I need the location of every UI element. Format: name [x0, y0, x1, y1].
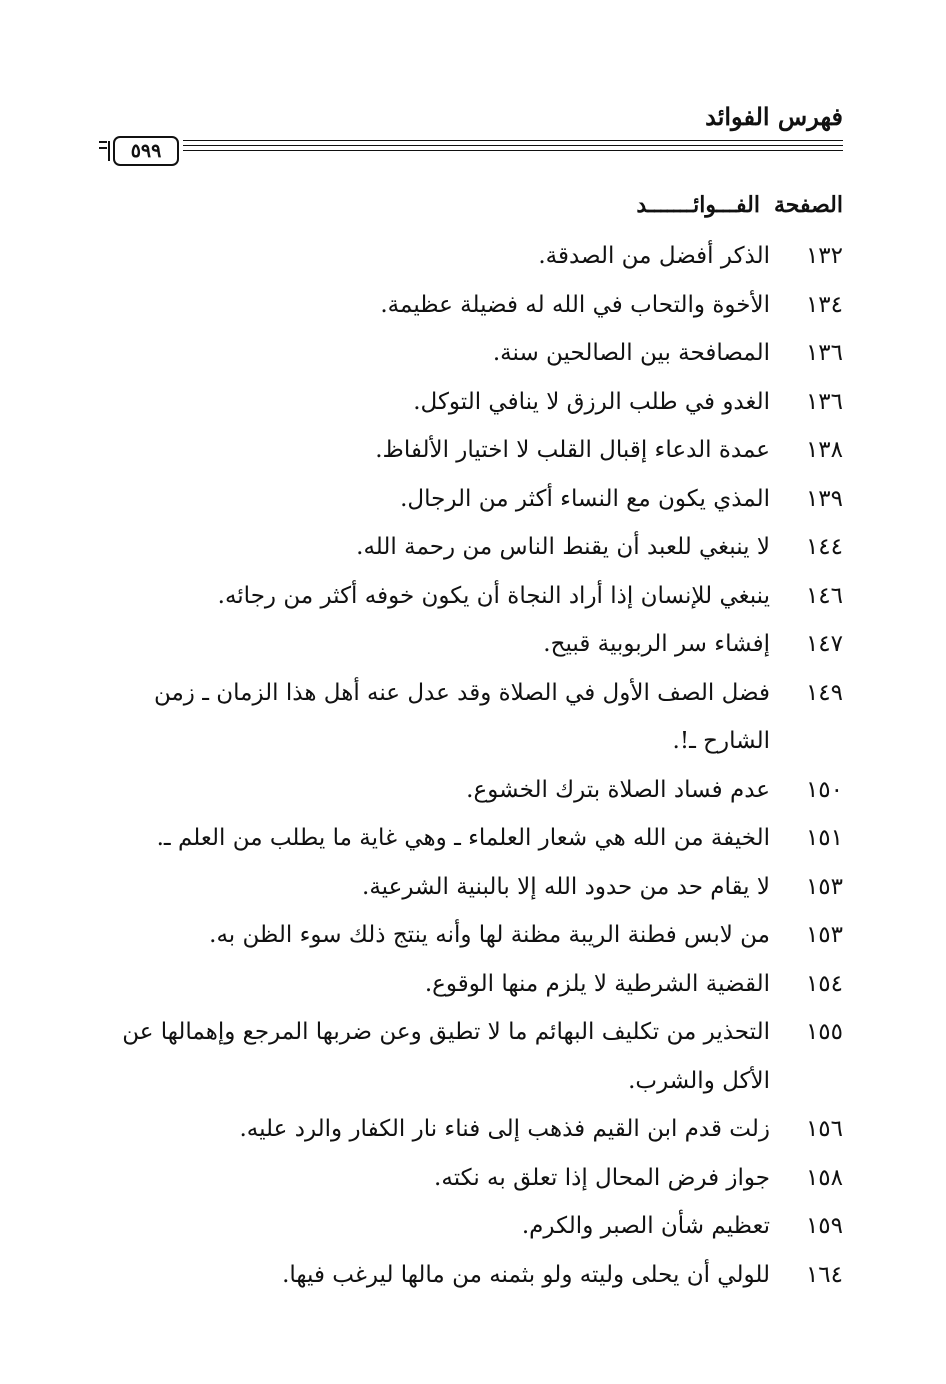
decorative-double-dash [99, 141, 107, 149]
entry-text: التحذير من تكليف البهائم ما لا تطيق وعن ضربها المرجع وإهمالها عن الأكل والشرب. [122, 1019, 770, 1094]
index-entry [98, 1008, 843, 1105]
entry-page-number: ١٥٩ [805, 1213, 843, 1239]
entry-text: المذي يكون مع النساء أكثر من الرجال. [400, 485, 770, 512]
entry-page-number: ١٥٤ [805, 970, 843, 997]
index-entry [98, 814, 843, 863]
entry-page-number: ١٤٦ [805, 582, 843, 609]
index-entry [98, 1251, 843, 1300]
entry-text: ينبغي للإنسان إذا أراد النجاة أن يكون خوفه أكثر من رجائه. [217, 582, 770, 609]
entry-text: إفشاء سر الربوبية قبيح. [543, 631, 770, 657]
index-entry [98, 620, 843, 669]
index-entry [98, 863, 843, 912]
page-column-label: الصفحة [773, 192, 843, 218]
header-title: فهرس الفوائد [705, 102, 843, 131]
entry-text: القضية الشرطية لا يلزم منها الوقوع. [424, 970, 770, 997]
index-entry [98, 475, 843, 524]
entry-text: المصافحة بين الصالحين سنة. [492, 340, 770, 366]
entry-page-number: ١٣٤ [805, 291, 843, 318]
index-entry [98, 669, 843, 766]
entry-page-number: ١٥٣ [805, 873, 843, 900]
page-header [95, 96, 843, 166]
entry-page-number: ١٣٨ [805, 437, 843, 463]
entry-page-number: ١٥٨ [805, 1164, 843, 1191]
page-number: ٥٩٩ [130, 139, 162, 162]
entry-page-number: ١٣٦ [805, 340, 843, 366]
index-entry [98, 1154, 843, 1203]
entry-text: لا ينبغي للعبد أن يقنط الناس من رحمة الله. [356, 534, 770, 560]
entry-page-number: ١٣٢ [805, 243, 843, 269]
entry-page-number: ١٥٣ [805, 922, 843, 948]
index-entry [98, 1105, 843, 1154]
entry-text: لا يقام حد من حدود الله إلا بالبنية الشرعية. [362, 873, 770, 900]
benefits-index-list [98, 232, 843, 1299]
page-number-box [113, 136, 179, 166]
entry-page-number: ١٤٧ [805, 631, 843, 657]
entry-text: جواز فرض المحال إذا تعلق به نكته. [434, 1164, 770, 1191]
entry-text: زلت قدم ابن القيم فذهب إلى فناء نار الكفار والرد عليه. [239, 1116, 770, 1142]
entry-page-number: ١٤٤ [805, 534, 843, 560]
index-entry [98, 281, 843, 330]
entry-text: الذكر أفضل من الصدقة. [538, 243, 770, 269]
header-rule [183, 150, 843, 151]
entry-text: للولي أن يحلى وليته ولو بثمنه من مالها ليرغب فيها. [282, 1261, 770, 1288]
entry-text: تعظيم شأن الصبر والكرم. [521, 1213, 770, 1239]
entry-text: الخيفة من الله هي شعار العلماء ـ وهي غاية ما يطلب من العلم ـ. [156, 825, 770, 851]
benefits-column-label: الفـــوائـــــــد [636, 192, 760, 218]
column-headings [636, 192, 843, 218]
entry-text: من لابس فطنة الريبة مظنة لها وأنه ينتج ذلك سوء الظن به. [209, 922, 770, 948]
entry-text: الغدو في طلب الرزق لا ينافي التوكل. [413, 388, 770, 415]
index-entry [98, 329, 843, 378]
index-entry [98, 523, 843, 572]
entry-page-number: ١٣٦ [805, 388, 843, 415]
entry-page-number: ١٦٤ [805, 1261, 843, 1288]
index-entry [98, 232, 843, 281]
index-entry [98, 378, 843, 427]
header-rule [183, 145, 843, 146]
entry-text: الأخوة والتحاب في الله له فضيلة عظيمة. [380, 291, 770, 318]
header-rule [183, 140, 843, 141]
entry-page-number: ١٥١ [805, 825, 843, 851]
entry-page-number: ١٥٥ [805, 1019, 843, 1045]
index-entry [98, 572, 843, 621]
entry-page-number: ١٥٦ [805, 1116, 843, 1142]
entry-page-number: ١٥٠ [805, 776, 843, 803]
index-entry [98, 911, 843, 960]
entry-text: فضل الصف الأول في الصلاة وقد عدل عنه أهل هذا الزمان ـ زمن الشارح ـ!. [153, 679, 770, 754]
index-entry [98, 766, 843, 815]
entry-page-number: ١٣٩ [805, 485, 843, 512]
entry-text: عدم فساد الصلاة بترك الخشوع. [466, 776, 770, 803]
index-entry [98, 426, 843, 475]
index-entry [98, 960, 843, 1009]
entry-page-number: ١٤٩ [805, 679, 843, 706]
index-entry [98, 1202, 843, 1251]
entry-text: عمدة الدعاء إقبال القلب لا اختيار الألفاظ. [375, 437, 770, 463]
